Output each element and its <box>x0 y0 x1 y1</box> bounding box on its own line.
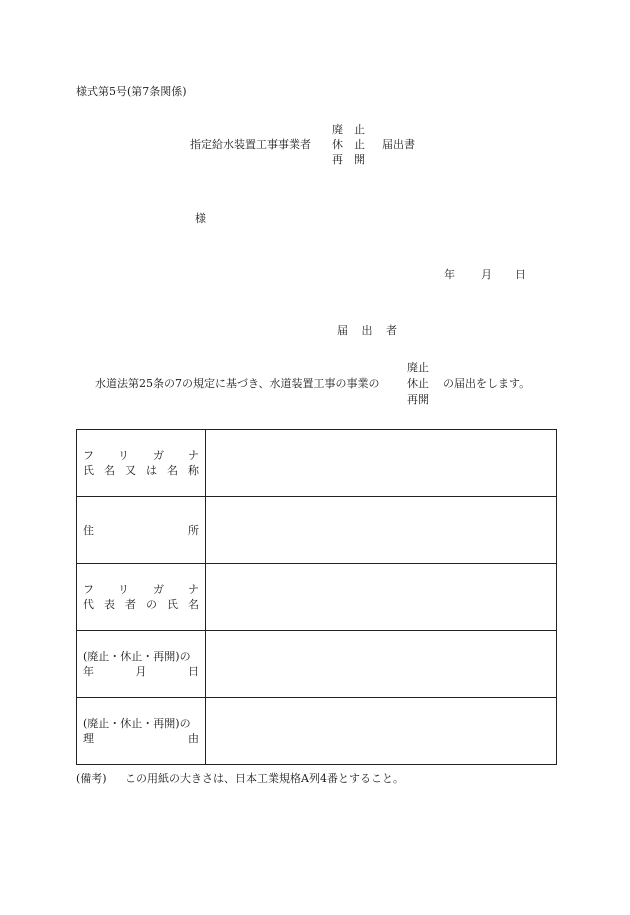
label-char: 日 <box>188 665 199 678</box>
remarks-text: この用紙の大きさは、日本工業規格A列4番とすること。 <box>125 772 404 785</box>
table-row <box>77 698 557 765</box>
name-value-field[interactable] <box>206 430 557 497</box>
statement-options <box>407 362 429 405</box>
label-char: 年 <box>83 665 94 678</box>
statement-suffix: の届出をします。 <box>443 377 531 390</box>
table-row <box>77 497 557 564</box>
label-char: 氏 <box>167 598 178 611</box>
label-char: フ <box>83 449 94 462</box>
label-char: 称 <box>188 464 199 477</box>
notification-form-table <box>76 429 557 765</box>
furigana-name-label <box>77 430 206 497</box>
addressee-honorific: 様 <box>195 212 206 225</box>
date-year: 年 <box>444 268 455 281</box>
label-char: リ <box>118 449 129 462</box>
title-prefix: 指定給水装置工事事業者 <box>190 138 311 151</box>
label-text: (廃止・休止・再開)の <box>83 650 191 663</box>
label-text: (廃止・休止・再開)の <box>83 717 191 730</box>
table-row <box>77 430 557 497</box>
statement-option-suspend: 休止 <box>407 377 429 390</box>
date-month: 月 <box>481 268 492 281</box>
label-char: 名 <box>104 464 115 477</box>
label-char: 理 <box>83 732 94 745</box>
label-char: 月 <box>135 665 147 678</box>
furigana-representative-label <box>77 564 206 631</box>
notifier-char: 者 <box>386 324 397 337</box>
representative-value-field[interactable] <box>206 564 557 631</box>
label-char: ガ <box>153 449 164 462</box>
statement-prefix: 水道法第25条の7の規定に基づき、水道装置工事の事業の <box>95 377 380 390</box>
title-option-resume: 再 開 <box>332 153 365 166</box>
remarks-label: (備考) <box>76 772 107 785</box>
address-value-field[interactable] <box>206 497 557 564</box>
title-option-suspend: 休 止 <box>332 138 365 151</box>
label-char: 所 <box>188 523 199 537</box>
table-row <box>77 631 557 698</box>
table-row <box>77 564 557 631</box>
form-number: 様式第5号(第7条関係) <box>76 85 187 98</box>
effective-date-label <box>77 631 206 698</box>
label-char: は <box>146 464 157 477</box>
reason-value-field[interactable] <box>206 698 557 765</box>
label-char: 住 <box>83 523 94 537</box>
label-char: 名 <box>188 598 199 611</box>
label-char: 表 <box>104 598 115 611</box>
title-options <box>332 124 365 165</box>
title-option-abolish: 廃 止 <box>332 123 365 136</box>
label-char: 氏 <box>83 464 94 477</box>
notifier-label <box>337 325 397 336</box>
address-label <box>77 497 206 564</box>
label-char: 者 <box>125 598 136 611</box>
statement-option-resume: 再開 <box>407 393 429 406</box>
label-char: 名 <box>167 464 178 477</box>
date-day: 日 <box>515 268 526 281</box>
label-char: の <box>146 598 157 611</box>
label-char: リ <box>118 583 129 596</box>
reason-label <box>77 698 206 765</box>
effective-date-value-field[interactable] <box>206 631 557 698</box>
label-char: ガ <box>153 583 164 596</box>
label-char: 又 <box>125 464 136 477</box>
label-char: 代 <box>83 598 94 611</box>
notifier-char: 出 <box>361 324 373 337</box>
label-char: 由 <box>188 732 199 745</box>
label-char: ナ <box>188 449 199 462</box>
label-char: ナ <box>188 583 199 596</box>
notifier-char: 届 <box>337 324 348 337</box>
statement-option-abolish: 廃止 <box>407 361 429 374</box>
title-suffix: 届出書 <box>382 138 415 151</box>
label-char: フ <box>83 583 94 596</box>
